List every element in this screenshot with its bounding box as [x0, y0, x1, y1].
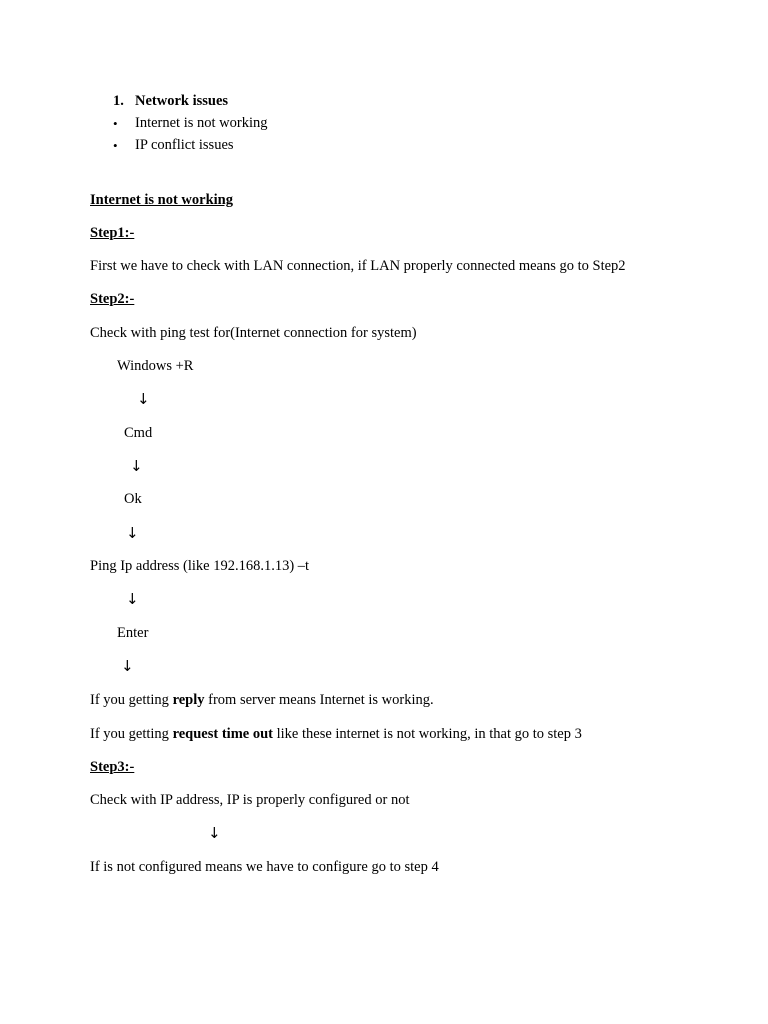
timeout-line: If you getting request time out like these internet is not working, in that go to step 3 — [90, 726, 582, 742]
arrow-down-icon: ↓ — [208, 824, 221, 842]
arrow-down-icon: ↓ — [137, 390, 150, 408]
flow-step-enter: Enter — [117, 625, 149, 641]
step1-text: First we have to check with LAN connection, if LAN properly connected means go to Step2 — [90, 258, 626, 274]
section-title: Internet is not working — [90, 192, 233, 208]
step3-text: Check with IP address, IP is properly configured or not — [90, 792, 410, 808]
arrow-down-icon: ↓ — [130, 457, 143, 475]
list-heading: Network issues — [135, 93, 229, 109]
step1-heading: Step1:- — [90, 225, 135, 241]
flow-step-windows-r: Windows +R — [117, 358, 194, 374]
step2-text: Check with ping test for(Internet connection for system) — [90, 325, 417, 341]
step2-heading: Step2:- — [90, 291, 135, 307]
step3-heading: Step3:- — [90, 759, 135, 775]
arrow-down-icon: ↓ — [121, 657, 134, 675]
bullet-icon: • — [113, 116, 118, 131]
bullet-item: Internet is not working — [135, 115, 268, 131]
bullet-icon: • — [113, 138, 118, 153]
flow-step-cmd: Cmd — [124, 425, 153, 441]
list-number: 1. — [113, 93, 124, 109]
flow-step-ok: Ok — [124, 491, 142, 507]
step3-final-text: If is not configured means we have to configure go to step 4 — [90, 859, 439, 875]
reply-line: If you getting reply from server means Internet is working. — [90, 692, 434, 708]
arrow-down-icon: ↓ — [126, 590, 139, 608]
arrow-down-icon: ↓ — [126, 524, 139, 542]
bullet-item: IP conflict issues — [135, 137, 234, 153]
flow-step-ping: Ping Ip address (like 192.168.1.13) –t — [90, 558, 310, 574]
